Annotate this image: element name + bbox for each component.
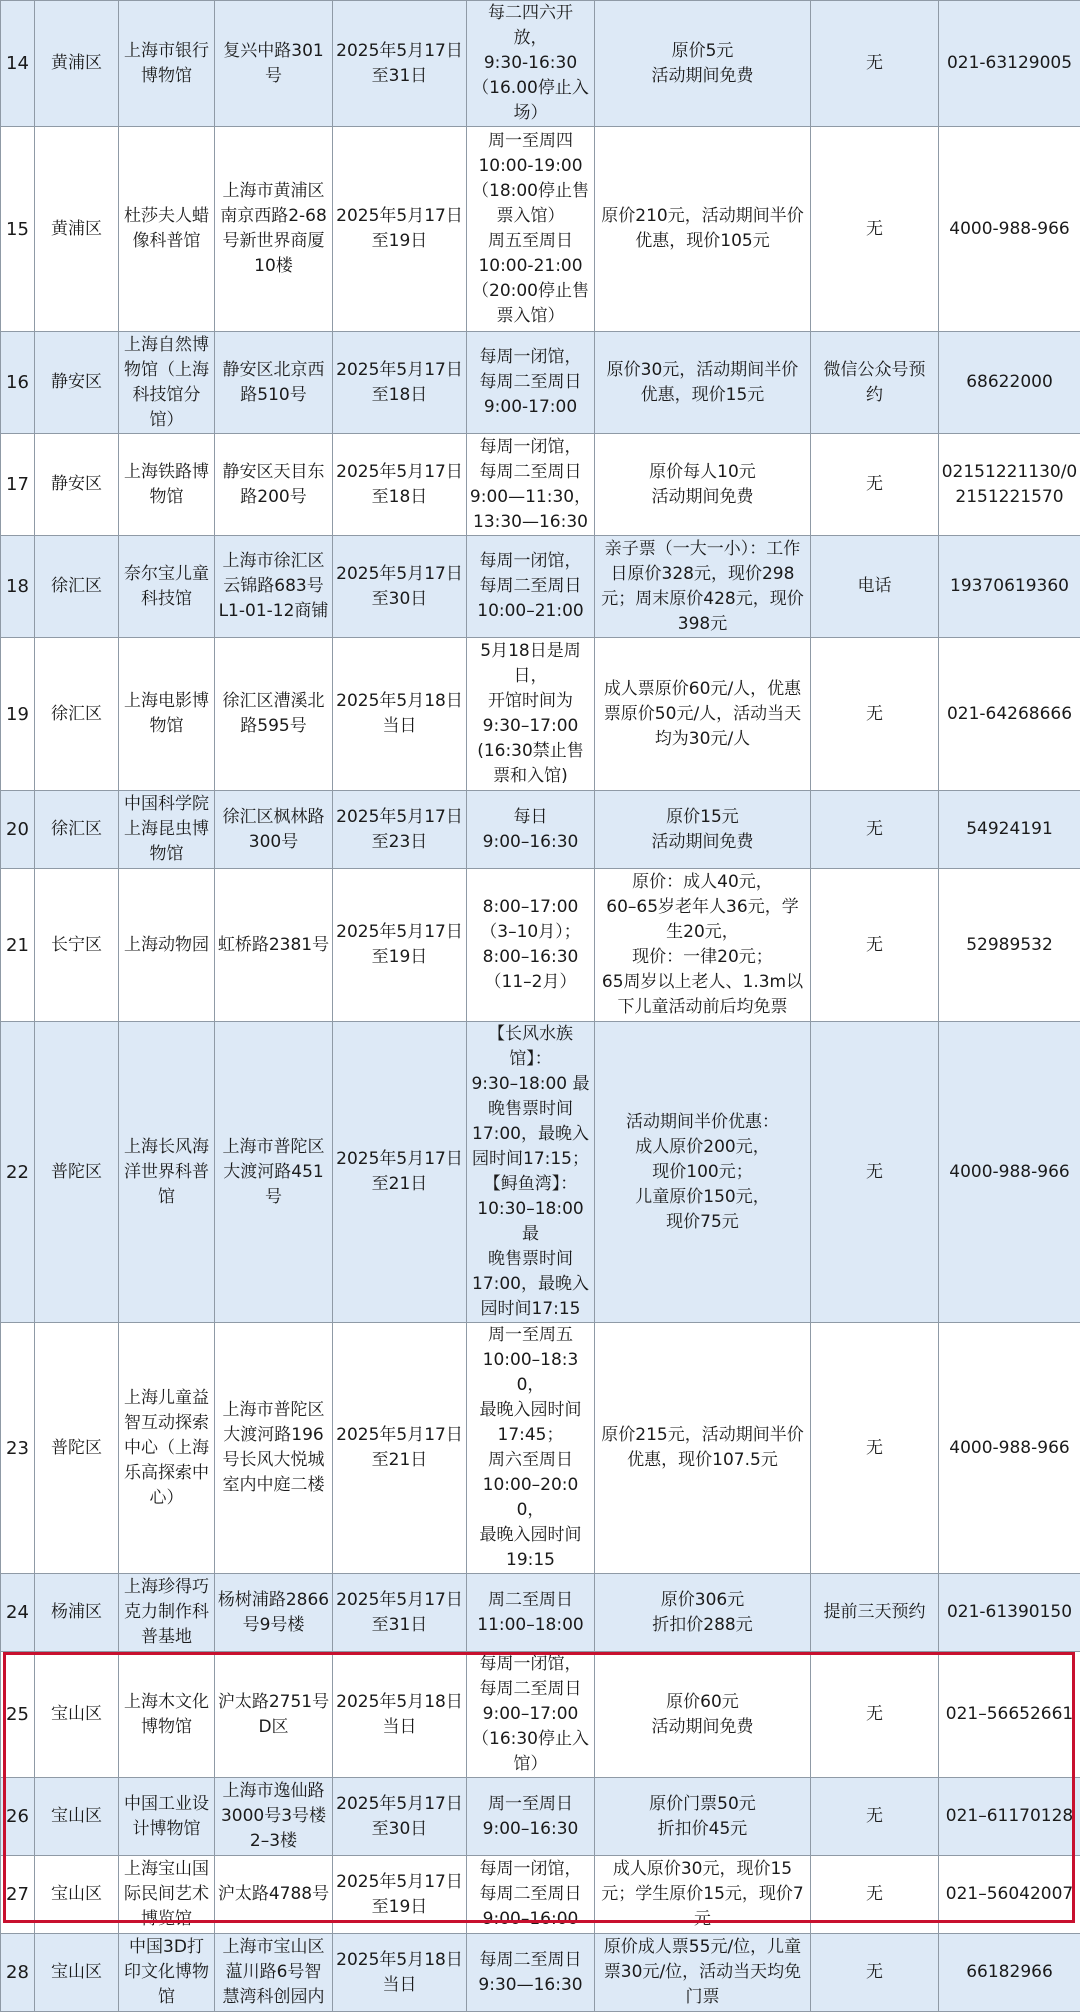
activity-dates-cell (333, 1856, 467, 1934)
row-number (1, 1652, 35, 1778)
district-cell-text: 宝山区 (37, 1960, 116, 1985)
phone-cell (939, 127, 1080, 332)
address-cell-text: 复兴中路301 号 (217, 39, 330, 89)
venue-name-cell (119, 434, 215, 536)
address-cell-text: 沪太路4788号 (217, 1882, 330, 1907)
opening-hours-cell-text: 5月18日是周 日， 开馆时间为 9:30–17:00 (16:30禁止售 票和入馆) (469, 639, 592, 789)
ticket-price-cell-text: 原价306元 折扣价288元 (597, 1588, 808, 1638)
phone-cell-text: 021–56042007 (941, 1882, 1078, 1907)
address-cell (215, 869, 333, 1022)
ticket-price-cell (595, 332, 811, 434)
venue-name-cell-text: 杜莎夫人蜡 像科普馆 (121, 204, 212, 254)
venue-name-cell (119, 638, 215, 791)
district-cell-text: 宝山区 (37, 1804, 116, 1829)
opening-hours-cell-text: 周一至周五 10:00–18:30， 最晚入园时间 17:45； 周六至周日 10:00–20:00， 最晚入园时间 19:15 (469, 1323, 592, 1573)
district-cell (35, 434, 119, 536)
district-cell-text: 徐汇区 (37, 702, 116, 727)
booking-method-cell-text: 无 (813, 1804, 936, 1829)
venue-name-cell-text: 上海珍得巧 克力制作科 普基地 (121, 1575, 212, 1650)
address-cell (215, 536, 333, 638)
row-number (1, 1323, 35, 1574)
phone-cell (939, 1652, 1080, 1778)
phone-cell-text: 52989532 (941, 933, 1078, 958)
district-cell-text: 黄浦区 (37, 51, 116, 76)
opening-hours-cell (467, 1, 595, 127)
activity-dates-cell-text: 2025年5月17日 至30日 (335, 562, 464, 612)
venue-name-cell (119, 1652, 215, 1778)
phone-cell-text: 021–61170128 (941, 1804, 1078, 1829)
activity-dates-cell-text: 2025年5月17日 至18日 (335, 358, 464, 408)
venue-name-cell-text: 上海动物园 (121, 933, 212, 958)
venue-name-cell-text: 上海电影博 物馆 (121, 689, 212, 739)
district-cell-text: 普陀区 (37, 1436, 116, 1461)
ticket-price-cell (595, 1652, 811, 1778)
booking-method-cell (811, 1856, 939, 1934)
venue-name-cell-text: 上海儿童益 智互动探索 中心（上海 乐高探索中 心） (121, 1386, 212, 1511)
address-cell (215, 127, 333, 332)
venue-name-cell (119, 1574, 215, 1652)
district-cell (35, 1323, 119, 1574)
ticket-price-cell-text: 原价：成人40元， 60–65岁老年人36元，学 生20元， 现价：一律20元； 65周岁以上老人、1.3m以 下儿童活动前后均免票 (597, 870, 808, 1020)
ticket-price-cell (595, 1574, 811, 1652)
ticket-price-cell-text: 原价30元，活动期间半价 优惠，现价15元 (597, 358, 808, 408)
table-row (1, 1323, 1080, 1574)
address-cell (215, 1, 333, 127)
opening-hours-cell (467, 1022, 595, 1323)
ticket-price-cell (595, 1856, 811, 1934)
table-row (1, 1652, 1080, 1778)
phone-cell-text: 19370619360 (941, 574, 1078, 599)
booking-method-cell-text: 无 (813, 1882, 936, 1907)
address-cell (215, 1856, 333, 1934)
row-number (1, 1, 35, 127)
booking-method-cell-text: 无 (813, 1960, 936, 1985)
booking-method-cell (811, 127, 939, 332)
row-number-text: 26 (3, 1804, 32, 1829)
venue-name-cell-text: 中国3D打 印文化博物 馆 (121, 1935, 212, 2010)
phone-cell (939, 791, 1080, 869)
phone-cell (939, 1856, 1080, 1934)
row-number (1, 869, 35, 1022)
ticket-price-cell-text: 原价成人票55元/位，儿童 票30元/位，活动当天均免 门票 (597, 1935, 808, 2010)
district-cell-text: 长宁区 (37, 933, 116, 958)
phone-cell-text: 4000-988-966 (941, 1160, 1078, 1185)
activity-dates-cell-text: 2025年5月18日 当日 (335, 1690, 464, 1740)
opening-hours-cell (467, 1323, 595, 1574)
ticket-price-cell (595, 1778, 811, 1856)
opening-hours-cell-text: 每周一闭馆， 每周二至周日 9:00—11:30， 13:30—16:30 (469, 435, 592, 535)
venue-name-cell-text: 中国工业设 计博物馆 (121, 1792, 212, 1842)
district-cell (35, 638, 119, 791)
row-number-text: 23 (3, 1436, 32, 1461)
district-cell (35, 1022, 119, 1323)
phone-cell (939, 332, 1080, 434)
table-row (1, 332, 1080, 434)
opening-hours-cell (467, 1856, 595, 1934)
opening-hours-cell (467, 638, 595, 791)
row-number (1, 1856, 35, 1934)
row-number-text: 28 (3, 1960, 32, 1985)
district-cell (35, 791, 119, 869)
address-cell (215, 332, 333, 434)
district-cell-text: 静安区 (37, 370, 116, 395)
district-cell-text: 宝山区 (37, 1702, 116, 1727)
activity-dates-cell-text: 2025年5月17日 至23日 (335, 805, 464, 855)
booking-method-cell (811, 1574, 939, 1652)
venue-name-cell (119, 791, 215, 869)
opening-hours-cell-text: 每周一闭馆， 每周二至周日 9:00-17:00 (469, 345, 592, 420)
opening-hours-cell-text: 周一至周四 10:00-19:00 （18:00停止售 票入馆） 周五至周日 10:00-21:00 （20:00停止售 票入馆） (469, 129, 592, 329)
row-number (1, 1934, 35, 2012)
ticket-price-cell-text: 原价门票50元 折扣价45元 (597, 1792, 808, 1842)
district-cell (35, 536, 119, 638)
activity-dates-cell-text: 2025年5月17日 至19日 (335, 204, 464, 254)
ticket-price-cell (595, 536, 811, 638)
phone-cell-text: 021-63129005 (941, 51, 1078, 76)
table-row (1, 638, 1080, 791)
address-cell (215, 1778, 333, 1856)
venue-name-cell (119, 869, 215, 1022)
ticket-price-cell (595, 434, 811, 536)
district-cell (35, 332, 119, 434)
row-number (1, 1778, 35, 1856)
district-cell-text: 宝山区 (37, 1882, 116, 1907)
activity-dates-cell (333, 791, 467, 869)
ticket-price-cell-text: 原价60元 活动期间免费 (597, 1690, 808, 1740)
venue-name-cell-text: 中国科学院 上海昆虫博 物馆 (121, 792, 212, 867)
district-cell-text: 杨浦区 (37, 1600, 116, 1625)
activity-dates-cell (333, 536, 467, 638)
phone-cell (939, 638, 1080, 791)
table-row (1, 869, 1080, 1022)
booking-method-cell-text: 无 (813, 817, 936, 842)
phone-cell (939, 536, 1080, 638)
booking-method-cell-text: 电话 (813, 574, 936, 599)
opening-hours-cell-text: 每周一闭馆， 每周二至周日 9:00–17:00 （16:30停止入 馆） (469, 1652, 592, 1777)
address-cell (215, 638, 333, 791)
activity-dates-cell-text: 2025年5月17日 至21日 (335, 1147, 464, 1197)
activity-dates-cell-text: 2025年5月17日 至19日 (335, 1870, 464, 1920)
phone-cell-text: 02151221130/0 2151221570 (941, 460, 1078, 510)
address-cell-text: 杨树浦路2866 号9号楼 (217, 1588, 330, 1638)
address-cell-text: 沪太路2751号 D区 (217, 1690, 330, 1740)
activity-dates-cell (333, 869, 467, 1022)
venue-name-cell (119, 332, 215, 434)
ticket-price-cell (595, 1934, 811, 2012)
booking-method-cell-text: 提前三天预约 (813, 1600, 936, 1625)
activity-dates-cell-text: 2025年5月17日 至31日 (335, 39, 464, 89)
district-cell-text: 徐汇区 (37, 574, 116, 599)
row-number (1, 791, 35, 869)
booking-method-cell-text: 无 (813, 217, 936, 242)
ticket-price-cell (595, 638, 811, 791)
ticket-price-cell-text: 原价5元 活动期间免费 (597, 39, 808, 89)
ticket-price-cell-text: 亲子票（一大一小）：工作 日原价328元，现价298 元；周末原价428元，现价 398元 (597, 537, 808, 637)
ticket-price-cell (595, 1022, 811, 1323)
phone-cell (939, 1323, 1080, 1574)
row-number (1, 1574, 35, 1652)
venue-name-cell (119, 1856, 215, 1934)
table-row (1, 1, 1080, 127)
booking-method-cell-text: 无 (813, 1702, 936, 1727)
ticket-price-cell-text: 原价15元 活动期间免费 (597, 805, 808, 855)
row-number-text: 20 (3, 817, 32, 842)
activity-dates-cell (333, 1934, 467, 2012)
booking-method-cell-text: 无 (813, 51, 936, 76)
ticket-price-cell (595, 791, 811, 869)
address-cell (215, 1934, 333, 2012)
row-number-text: 17 (3, 472, 32, 497)
opening-hours-cell-text: 周二至周日 11:00–18:00 (469, 1588, 592, 1638)
address-cell-text: 虹桥路2381号 (217, 933, 330, 958)
phone-cell (939, 1574, 1080, 1652)
table-body (1, 1, 1080, 2012)
phone-cell-text: 66182966 (941, 1960, 1078, 1985)
booking-method-cell (811, 638, 939, 791)
district-cell (35, 1778, 119, 1856)
opening-hours-cell (467, 1574, 595, 1652)
row-number-text: 19 (3, 702, 32, 727)
address-cell-text: 静安区北京西 路510号 (217, 358, 330, 408)
district-cell-text: 普陀区 (37, 1160, 116, 1185)
activity-dates-cell-text: 2025年5月17日 至30日 (335, 1792, 464, 1842)
opening-hours-cell (467, 127, 595, 332)
row-number-text: 22 (3, 1160, 32, 1185)
address-cell (215, 1574, 333, 1652)
activity-dates-cell-text: 2025年5月17日 至21日 (335, 1423, 464, 1473)
district-cell (35, 1856, 119, 1934)
venue-name-cell-text: 上海铁路博 物馆 (121, 460, 212, 510)
activity-dates-cell (333, 1022, 467, 1323)
venue-name-cell-text: 上海宝山国 际民间艺术 博览馆 (121, 1857, 212, 1932)
ticket-price-cell (595, 869, 811, 1022)
row-number (1, 332, 35, 434)
phone-cell-text: 68622000 (941, 370, 1078, 395)
row-number-text: 24 (3, 1600, 32, 1625)
opening-hours-cell (467, 869, 595, 1022)
activity-dates-cell-text: 2025年5月18日 当日 (335, 689, 464, 739)
address-cell-text: 徐汇区漕溪北 路595号 (217, 689, 330, 739)
activity-dates-cell (333, 1778, 467, 1856)
opening-hours-cell (467, 1778, 595, 1856)
booking-method-cell-text: 微信公众号预 约 (813, 358, 936, 408)
activity-dates-cell-text: 2025年5月18日 当日 (335, 1948, 464, 1998)
ticket-price-cell-text: 原价215元，活动期间半价 优惠，现价107.5元 (597, 1423, 808, 1473)
booking-method-cell (811, 332, 939, 434)
address-cell-text: 静安区天目东 路200号 (217, 460, 330, 510)
row-number-text: 15 (3, 217, 32, 242)
booking-method-cell (811, 1934, 939, 2012)
activity-dates-cell (333, 434, 467, 536)
activity-dates-cell-text: 2025年5月17日 至31日 (335, 1588, 464, 1638)
activity-dates-cell (333, 638, 467, 791)
district-cell-text: 静安区 (37, 472, 116, 497)
district-cell (35, 1574, 119, 1652)
opening-hours-cell-text: 【长风水族 馆】： 9:30–18:00 最 晚售票时间 17:00，最晚入 园时间17:15； 【鲟鱼湾】： 10:30–18:00 最 晚售票时间 17:00，最晚入 园时间17:15 (469, 1022, 592, 1322)
table-row (1, 536, 1080, 638)
row-number-text: 16 (3, 370, 32, 395)
address-cell-text: 徐汇区枫林路 300号 (217, 805, 330, 855)
row-number-text: 27 (3, 1882, 32, 1907)
row-number (1, 1022, 35, 1323)
district-cell (35, 1, 119, 127)
venue-name-cell (119, 127, 215, 332)
row-number-text: 25 (3, 1702, 32, 1727)
phone-cell (939, 1778, 1080, 1856)
venue-name-cell-text: 上海市银行 博物馆 (121, 39, 212, 89)
activity-dates-cell (333, 1652, 467, 1778)
table-row (1, 1574, 1080, 1652)
table-row (1, 127, 1080, 332)
row-number-text: 21 (3, 933, 32, 958)
booking-method-cell (811, 434, 939, 536)
venue-name-cell (119, 1778, 215, 1856)
activity-dates-cell (333, 1, 467, 127)
table-row (1, 1856, 1080, 1934)
opening-hours-cell (467, 332, 595, 434)
venue-name-cell (119, 1, 215, 127)
table-row (1, 1022, 1080, 1323)
booking-method-cell-text: 无 (813, 702, 936, 727)
address-cell-text: 上海市徐汇区 云锦路683号 L1-01-12商铺 (217, 549, 330, 624)
opening-hours-cell (467, 1652, 595, 1778)
venue-name-cell-text: 奈尔宝儿童 科技馆 (121, 562, 212, 612)
booking-method-cell-text: 无 (813, 933, 936, 958)
activity-dates-cell (333, 127, 467, 332)
district-cell-text: 黄浦区 (37, 217, 116, 242)
ticket-price-cell (595, 127, 811, 332)
opening-hours-cell (467, 791, 595, 869)
ticket-price-cell (595, 1, 811, 127)
address-cell (215, 1323, 333, 1574)
address-cell (215, 1022, 333, 1323)
phone-cell (939, 1022, 1080, 1323)
table-row (1, 791, 1080, 869)
row-number (1, 638, 35, 791)
table-row (1, 434, 1080, 536)
row-number (1, 127, 35, 332)
ticket-price-cell-text: 原价210元，活动期间半价 优惠，现价105元 (597, 204, 808, 254)
address-cell-text: 上海市普陀区 大渡河路196 号长风大悦城 室内中庭二楼 (217, 1398, 330, 1498)
booking-method-cell (811, 791, 939, 869)
opening-hours-cell-text: 每周二至周日 9:30—16:30 (469, 1948, 592, 1998)
activity-dates-cell (333, 332, 467, 434)
row-number-text: 18 (3, 574, 32, 599)
ticket-price-cell-text: 成人原价30元，现价15 元；学生原价15元，现价7 元 (597, 1857, 808, 1932)
ticket-price-cell-text: 原价每人10元 活动期间免费 (597, 460, 808, 510)
venue-name-cell (119, 1934, 215, 2012)
venue-name-cell (119, 1022, 215, 1323)
booking-method-cell (811, 1778, 939, 1856)
ticket-price-cell-text: 活动期间半价优惠： 成人原价200元， 现价100元； 儿童原价150元， 现价75元 (597, 1110, 808, 1235)
address-cell-text: 上海市宝山区 蕰川路6号智 慧湾科创园内 (217, 1935, 330, 2010)
district-cell (35, 127, 119, 332)
ticket-price-cell-text: 成人票原价60元/人，优惠 票原价50元/人，活动当天 均为30元/人 (597, 677, 808, 752)
opening-hours-cell (467, 1934, 595, 2012)
opening-hours-cell-text: 每周一闭馆， 每周二至周日 9:00–16:00 (469, 1857, 592, 1932)
district-cell (35, 1652, 119, 1778)
venue-name-cell-text: 上海长风海 洋世界科普 馆 (121, 1135, 212, 1210)
opening-hours-cell-text: 每周一闭馆， 每周二至周日 10:00–21:00 (469, 549, 592, 624)
address-cell-text: 上海市普陀区 大渡河路451 号 (217, 1135, 330, 1210)
phone-cell-text: 021-64268666 (941, 702, 1078, 727)
activity-dates-cell (333, 1323, 467, 1574)
address-cell (215, 434, 333, 536)
address-cell-text: 上海市逸仙路 3000号3号楼 2–3楼 (217, 1779, 330, 1854)
phone-cell (939, 1934, 1080, 2012)
address-cell (215, 1652, 333, 1778)
opening-hours-cell-text: 8:00–17:00 （3–10月）； 8:00–16:30 （11–2月） (469, 895, 592, 995)
booking-method-cell (811, 869, 939, 1022)
booking-method-cell-text: 无 (813, 472, 936, 497)
activity-dates-cell-text: 2025年5月17日 至18日 (335, 460, 464, 510)
opening-hours-cell (467, 434, 595, 536)
opening-hours-cell-text: 周一至周日 9:00–16:30 (469, 1792, 592, 1842)
district-cell-text: 徐汇区 (37, 817, 116, 842)
booking-method-cell (811, 536, 939, 638)
booking-method-cell (811, 1323, 939, 1574)
venue-name-cell-text: 上海木文化 博物馆 (121, 1690, 212, 1740)
booking-method-cell-text: 无 (813, 1436, 936, 1461)
phone-cell-text: 021–56652661 (941, 1702, 1078, 1727)
booking-method-cell (811, 1022, 939, 1323)
district-cell (35, 869, 119, 1022)
table-row (1, 1934, 1080, 2012)
row-number (1, 536, 35, 638)
activity-dates-cell (333, 1574, 467, 1652)
venue-name-cell (119, 1323, 215, 1574)
activity-dates-cell-text: 2025年5月17日 至19日 (335, 920, 464, 970)
booking-method-cell (811, 1652, 939, 1778)
district-cell (35, 1934, 119, 2012)
phone-cell-text: 4000-988-966 (941, 217, 1078, 242)
booking-method-cell-text: 无 (813, 1160, 936, 1185)
phone-cell-text: 021-61390150 (941, 1600, 1078, 1625)
venue-name-cell-text: 上海自然博 物馆（上海 科技馆分 馆） (121, 333, 212, 433)
phone-cell (939, 869, 1080, 1022)
address-cell-text: 上海市黄浦区 南京西路2-68 号新世界商厦 10楼 (217, 179, 330, 279)
opening-hours-cell-text: 每二四六开 放， 9:30-16:30 （16.00停止入 场） (469, 1, 592, 126)
phone-cell-text: 54924191 (941, 817, 1078, 842)
row-number-text: 14 (3, 51, 32, 76)
phone-cell (939, 434, 1080, 536)
ticket-price-cell (595, 1323, 811, 1574)
opening-hours-cell-text: 每日 9:00–16:30 (469, 805, 592, 855)
phone-cell (939, 1, 1080, 127)
phone-cell-text: 4000-988-966 (941, 1436, 1078, 1461)
address-cell (215, 791, 333, 869)
venue-name-cell (119, 536, 215, 638)
opening-hours-cell (467, 536, 595, 638)
row-number (1, 434, 35, 536)
booking-method-cell (811, 1, 939, 127)
table-row (1, 1778, 1080, 1856)
